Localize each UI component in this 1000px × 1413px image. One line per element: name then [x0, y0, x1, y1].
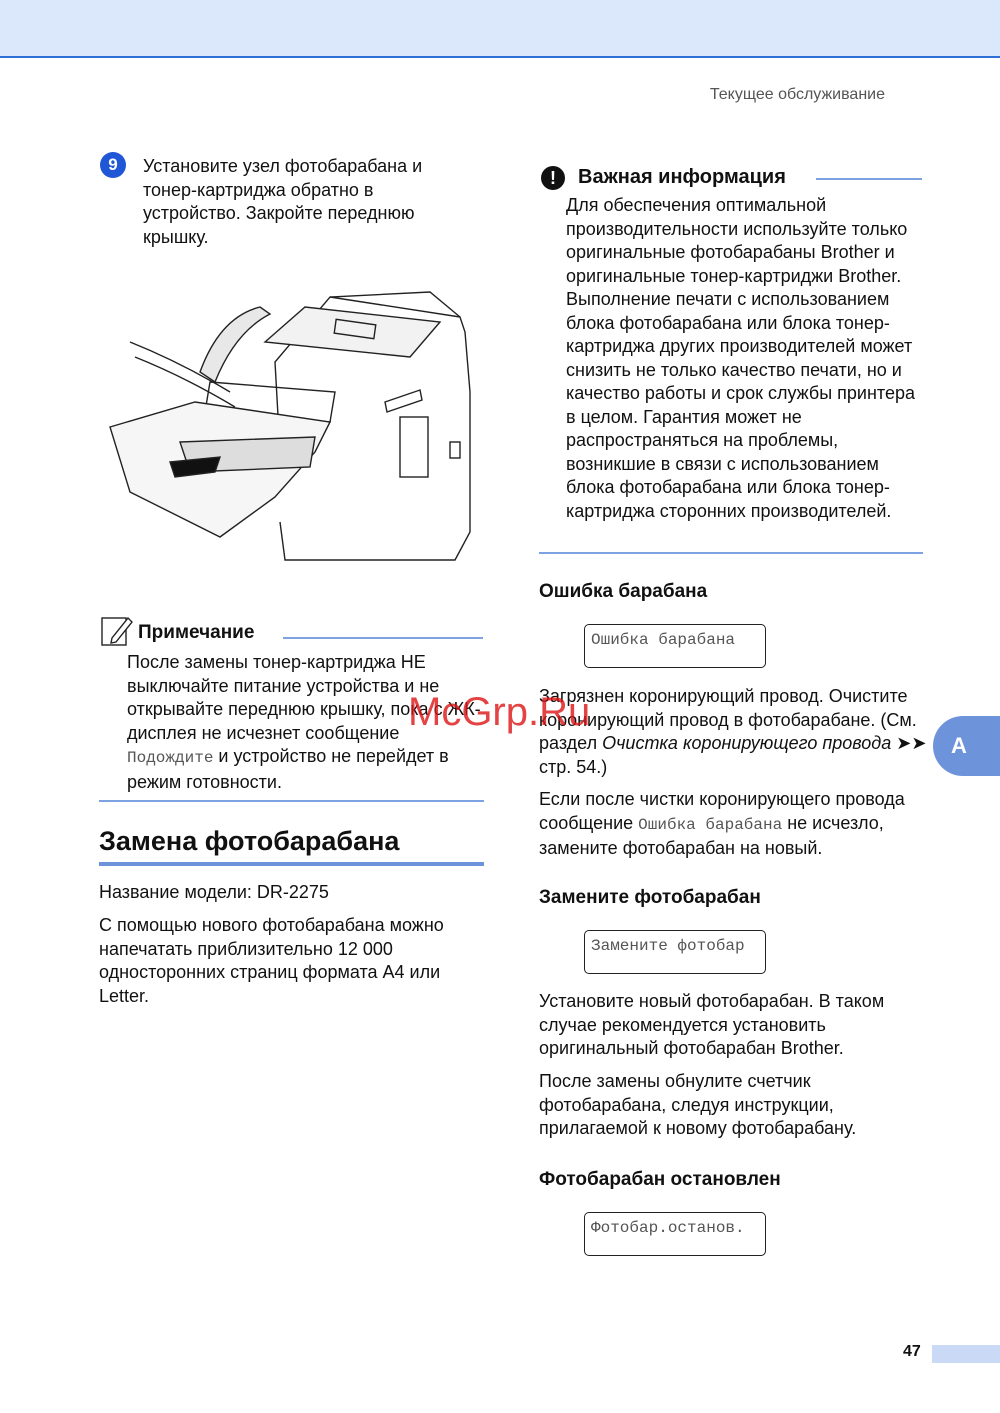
note-header	[100, 612, 483, 652]
important-bottom-rule	[539, 552, 923, 554]
step-instruction: Установите узел фотобарабана и тонер-картриджа обратно в устройство. Закройте переднюю крышку.	[143, 156, 423, 247]
replace-drum-paragraph-2: После замены обнулите счетчик фотобарабана, следуя инструкции, прилагаемой к новому фотобарабану.	[539, 1071, 857, 1138]
note-title: Примечание	[138, 622, 255, 643]
drum-error-text: не исчезло, замените фотобарабан на новый.	[539, 812, 884, 858]
important-title: Важная информация	[578, 166, 786, 188]
note-text-part: После замены тонер-картриджа НЕ выключайте питание устройства и не открывайте переднюю крышку, пока с ЖК-дисплея не исчезнет сообщение	[127, 652, 481, 743]
drum-error-paragraph-1	[539, 685, 934, 779]
note-text-part: и устройство не перейдет в режим готовности.	[127, 746, 449, 792]
drum-error-lcd: Ошибка барабана	[584, 624, 766, 668]
watermark: McGrp.Ru	[408, 690, 591, 734]
note-bottom-rule	[99, 800, 484, 802]
replace-drum-lcd: Замените фотобар	[584, 930, 766, 974]
printer-illustration	[100, 282, 480, 572]
drum-error-text: ➤➤ стр. 54.)	[539, 733, 927, 777]
note-lcd-message: Подождите	[127, 749, 214, 767]
drum-error-paragraph-2	[539, 788, 934, 861]
important-text: Для обеспечения оптимальной производительности используйте только оригинальные фотобарабаны Brother и оригинальные тонер-картриджи Brother. Выполнение печати с использованием блока фотобарабана или блока тонер-картриджа других производителей может снизить не только качество печати, но и качество работы и срок службы принтера в целом. Гарантия может не распространяться на проблемы, возникшие в связи с использованием блока фотобарабана или блока тонер-картриджа сторонних производителей.	[566, 195, 915, 521]
section-header: Текущее обслуживание	[709, 86, 885, 103]
drum-error-inline-lcd: Ошибка барабана	[638, 815, 783, 834]
section-title-rule	[99, 862, 484, 866]
replace-drum-heading: Замените фотобарабан	[539, 887, 761, 908]
drum-error-heading: Ошибка барабана	[539, 581, 708, 602]
corona-wire-link[interactable]: Очистка коронирующего провода	[602, 733, 892, 753]
important-exclamation-icon: !	[541, 166, 565, 190]
note-title-rule	[283, 637, 483, 639]
drum-stopped-heading: Фотобарабан остановлен	[539, 1169, 781, 1190]
drum-error-text: Загрязнен коронирующий провод. Очистите коронирующий провод в фотобарабане. (См. раздел	[539, 686, 917, 753]
section-text: С помощью нового фотобарабана можно напечатать приблизительно 12 000 односторонних страниц формата A4 или Letter.	[99, 915, 444, 1006]
page-number-bar	[932, 1345, 1000, 1363]
drum-stopped-lcd: Фотобар.останов.	[584, 1212, 766, 1256]
appendix-side-tab[interactable]	[933, 716, 1000, 776]
note-pencil-icon	[100, 614, 134, 648]
model-name: Название модели: DR-2275	[99, 882, 329, 902]
step-number-badge: 9	[100, 152, 126, 178]
section-title: Замена фотобарабана	[99, 826, 400, 856]
page-number: 47	[903, 1343, 921, 1360]
side-tab-letter: A	[951, 733, 967, 758]
important-title-rule	[816, 178, 922, 180]
top-banner	[0, 0, 1000, 58]
replace-drum-paragraph-1: Установите новый фотобарабан. В таком случае рекомендуется установить оригинальный фотобарабан Brother.	[539, 991, 885, 1058]
drum-error-text: Если после чистки коронирующего провода сообщение	[539, 789, 905, 833]
